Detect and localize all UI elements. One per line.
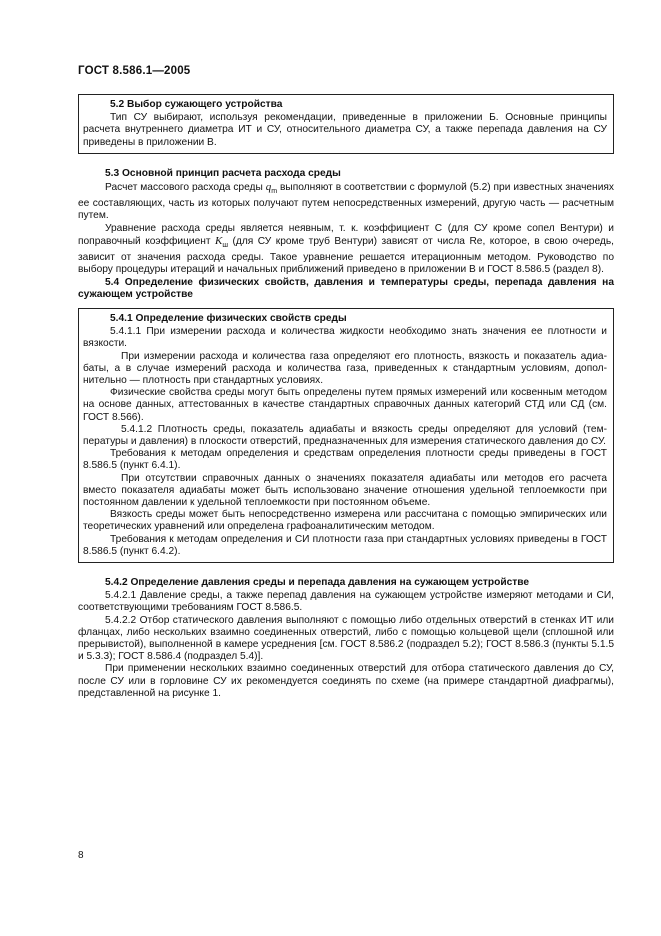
page-number: 8 <box>78 850 84 861</box>
clause-5-4-2-2-scheme: При применении нескольких взаимно соединенных отверстий для отбора статического давления до СУ, после СУ или в горловине СУ их рекомендуется соединять по схеме (на примере стандартной диафрагмы), представленной на рисунке 1. <box>78 663 614 699</box>
clause-5-4-1-1-gas: При измерении расхода и количества газа определяют его плотность, вязкость и показатель адиабаты, а в случае измерений расхода и количества газа, приведенных к стандартным условиям, дополнительно — плотность при стандартных условиях. <box>83 350 607 386</box>
subscript-m: m <box>271 188 278 196</box>
clause-5-4-2-1: 5.4.2.1 Давление среды, а также перепад давления на сужающем устройстве измеряют методами и СИ, соответствующими требованиям ГОСТ 8.586.5. <box>78 590 614 614</box>
section-5-3-paragraph-2 <box>78 223 614 277</box>
clause-5-4-2-2: 5.4.2.2 Отбор статического давления выполняют с помощью либо отдельных отверстий в стенках ИТ или фланцах, либо нескольких взаимно соединенных отверстий, либо с помощью кольцевой щели (сплошной или прерывистой), выполненной в камере усреднения [см. ГОСТ 8.586.2 (подраздел 5.2); ГОСТ 8.586.3 (пункты 5.1.5 и 5.3.3); ГОСТ 8.586.4 (подраздел 5.4)]. <box>78 614 614 663</box>
section-5-4-heading: 5.4 Определение физических свойств, давления и температуры среды, перепада давления на сужающем устройстве <box>78 276 614 300</box>
text-fragment: Уравнение расхода среды является неявным, т. к. коэффициент С (для СУ кроме сопел Вентури) и поправочный коэффициент <box>78 222 614 247</box>
clause-5-4-1-1-methods: Физические свойства среды могут быть определены путем прямых измерений или косвенным методом на основе данных, аттестованных в качестве стандартных справочных данных категорий СТД или СД (см. ГОСТ 8.566). <box>83 387 607 423</box>
section-5-3-heading: 5.3 Основной принцип расчета расхода среды <box>105 167 341 179</box>
subscript-sh: ш <box>222 241 229 249</box>
section-5-4-1-box <box>78 308 614 563</box>
clause-5-4-1-2-density: Требования к методам определения и средствам определения плотности среды приведены в ГОСТ 8.586.5 (пункт 6.4.1). <box>83 448 607 472</box>
text-fragment: выполняют в соответствии с формулой (5.2) при известных значениях ее составляющих, часть из которых получают путем непосредственных измерений, другую часть — расчетным путем. <box>78 182 614 222</box>
section-5-4-2-heading: 5.4.2 Определение давления среды и перепада давления на сужающем устройстве <box>105 576 530 588</box>
section-5-2-box <box>78 94 614 154</box>
document-header: ГОСТ 8.586.1—2005 <box>78 65 191 77</box>
text-fragment: Расчет массового расхода среды <box>105 182 266 194</box>
section-5-3-paragraph-1 <box>78 181 614 223</box>
variable-k: K <box>215 234 223 247</box>
section-5-4-1-heading: 5.4.1 Определение физических свойств среды <box>110 312 347 324</box>
clause-5-4-1-1: 5.4.1.1 При измерении расхода и количества жидкости необходимо знать значения ее плотности и вязкости. <box>83 326 607 350</box>
section-5-2-heading: 5.2 Выбор сужающего устройства <box>110 99 283 110</box>
clause-5-4-1-2-adiabatic: При отсутствии справочных данных о значениях показателя адиабаты или методов его расчета вместо показателя адиабаты может быть использовано значение отношения удельной теплоемкости при постоянном давлении к удельной теплоемкости при постоянном объеме. <box>83 472 607 508</box>
section-5-2-text: Тип СУ выбирают, используя рекомендации, приведенные в приложении Б. Основные принципы расчета внутреннего диаметра ИТ и СУ, относительного диаметра СУ, а также перепада давления на СУ приведены в приложении В. <box>83 112 607 148</box>
clause-5-4-1-2: 5.4.1.2 Плотность среды, показатель адиабаты и вязкость среды определяют для условий (температуры и давления) в плоскости отверстий, предназначенных для измерения статического давления до СУ. <box>83 423 607 447</box>
text-fragment: (для СУ кроме труб Вентури) зависят от числа Re, которое, в свою очередь, зависит от значения расхода среды. Такое уравнение решается итерационным методом. Руководство по выбору процедуры итераций и начальных приближений приведено в приложении В и ГОСТ 8.586.5 (раздел 8). <box>78 235 614 276</box>
page-content <box>78 94 614 700</box>
clause-5-4-1-2-standard: Требования к методам определения и СИ плотности газа при стандартных условиях приведены в ГОСТ 8.586.5 (пункт 6.4.2). <box>83 533 607 557</box>
clause-5-4-1-2-viscosity: Вязкость среды может быть непосредственно измерена или рассчитана с помощью эмпирических или теоретических уравнений или определена графоаналитическим методом. <box>83 509 607 533</box>
variable-q: q <box>265 181 272 194</box>
